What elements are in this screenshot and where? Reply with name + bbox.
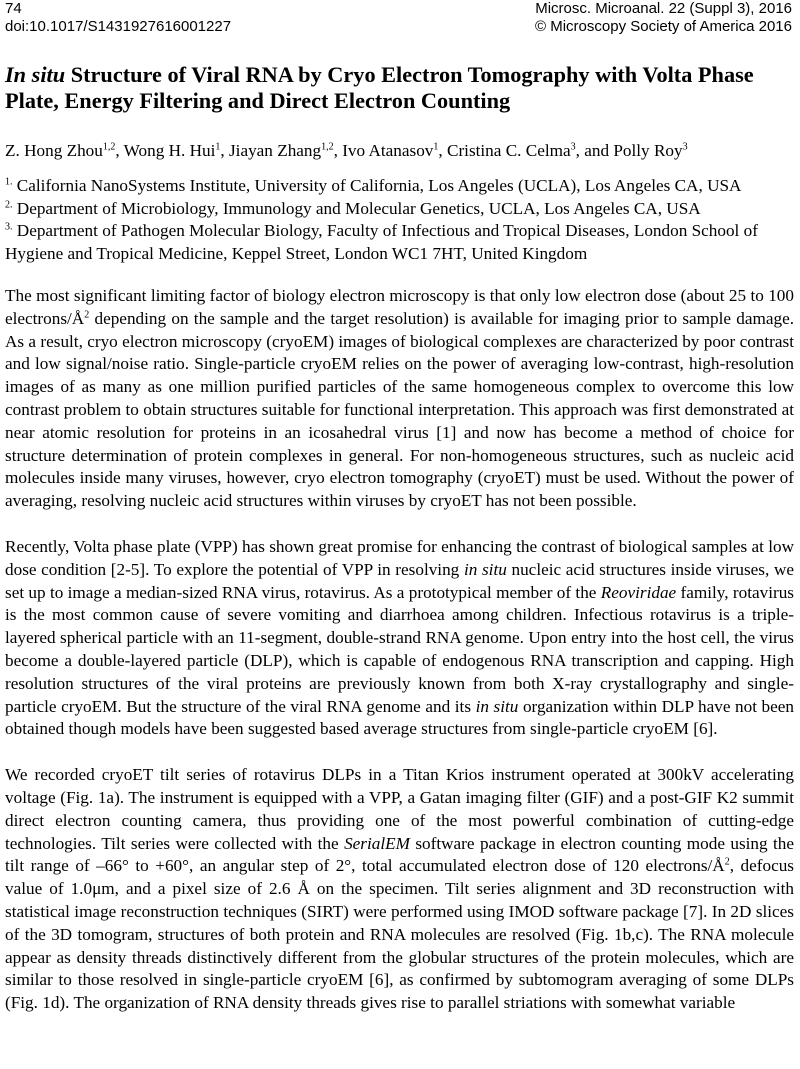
title-text: Structure of Viral RNA by Cryo Electron Tomography with Volta Phase Plate, Energy Filtering and Direct Electron Counting <box>5 62 754 113</box>
affiliation: $^{3.}$ Department of Pathogen Molecular Biology, Faculty of Infectious and Tropical Diseases, London School of Hygiene and Tropical Medicine, Keppel Street, London WC1 7HT, United Kingdom <box>5 221 758 263</box>
paragraph-3: We recorded cryoET tilt series of rotavirus DLPs in a Titan Krios instrument operated at 300kV accelerating voltage (Fig. 1a). The instrument is equipped with a VPP, a Gatan imaging filter (GIF) and a post-GIF K2 summit direct electron counting camera, thus providing one of the most powerful combination of cutting-edge technologies. Tilt series were collected with the SerialEM software package in electron counting mode using the tilt range of –66° to +60°, an angular step of 2°, total accumulated electron dose of 120 electrons/$Å^2$, defocus value of 1.0μm, and a pixel size of 2.6 Å on the specimen. Tilt series alignment and 3D reconstruction with statistical image reconstruction techniques (SIRT) were performed using IMOD software package [7]. In 2D slices of the 3D tomogram, structures of both protein and RNA molecules are resolved (Fig. 1b,c). The RNA molecule appear as density threads distinctively different from the globular structures of the protein molecules, which are similar to those resolved in single-particle cryoEM [6], as confirmed by subtomogram averaging of some DLPs (Fig. 1d). The organization of RNA density threads gives rise to parallel striations with somewhat variable <box>5 765 795 1013</box>
title-italic: In situ <box>5 62 66 87</box>
author: Wong H. Hui$^1$, <box>123 141 229 160</box>
author: Cristina C. Celma$^3$, and <box>446 141 614 160</box>
running-header-left <box>5 0 231 36</box>
article-title <box>5 62 794 114</box>
abstract-body <box>5 285 794 1015</box>
running-header-right <box>535 0 792 36</box>
copyright: © Microscopy Society of America 2016 <box>535 18 792 35</box>
affiliation: $^{2.}$ Department of Microbiology, Immunology and Molecular Genetics, UCLA, Los Angeles CA, USA <box>5 198 701 218</box>
affiliation: $^{1.}$ California NanoSystems Institute, University of California, Los Angeles (UCLA), Los Angeles CA, USA <box>5 176 742 195</box>
doi: doi:10.1017/S1431927616001227 <box>5 18 232 35</box>
paragraph-1: The most significant limiting factor of biology electron microscopy is that only low electron dose (about 25 to 100 electrons/$Å^2$ depending on the sample and the target resolution) is available for imaging prior to sample damage. As a result, cryo electron microscopy (cryoEM) images of biological complexes are characterized by poor contrast and low signal/noise ratio. Single-particle cryoEM relies on the power of averaging low-contrast, high-resolution images of as many as one million purified particles of the same homogeneous complex to overcome this low contrast problem to obtain structures suitable for functional interpretation. This approach was first demonstrated at near atomic resolution for proteins in an icosahedral virus [1] and now has become a method of choice for structure determination of protein complexes in general. For non-homogeneous structures, such as nucleic acid molecules inside many viruses, however, cryo electron tomography (cryoET) must be used. Without the power of averaging, resolving nucleic acid structures within viruses by cryoET has not been possible. <box>5 286 794 511</box>
page-number: 74 <box>5 0 22 17</box>
paragraph-2: Recently, Volta phase plate (VPP) has shown great promise for enhancing the contrast of biological samples at low dose condition [2-5]. To explore the potential of VPP in resolving in situ nucleic acid structures inside viruses, we set up to image a median-sized RNA virus, rotavirus. As a prototypical member of the Reoviridae family, rotavirus is the most common cause of severe vomiting and diarrhoea among children. Infectious rotavirus is a triple-layered spherical particle with an 11-segment, double-strand RNA genome. Upon entry into the host cell, the virus become a double-layered particle (DLP), which is capable of endogenous RNA transcription and capping. High resolution structures of the viral proteins are previously known from both X-ray crystallography and single-particle cryoEM. But the structure of the viral RNA genome and its in situ organization within DLP have not been obtained though models have been suggested based average structures from single-particle cryoEM [6]. <box>5 536 795 739</box>
author: Ivo Atanasov$^1$, <box>342 141 447 160</box>
author-list <box>5 140 794 162</box>
author: Polly Roy$^3$ <box>613 141 688 160</box>
article <box>5 62 794 1038</box>
journal-citation: Microsc. Microanal. 22 (Suppl 3), 2016 <box>535 0 792 17</box>
affiliations <box>5 175 794 265</box>
author: Z. Hong Zhou$^{1,2}$, <box>5 141 124 160</box>
author: Jiayan Zhang$^{1,2}$, <box>228 141 343 160</box>
